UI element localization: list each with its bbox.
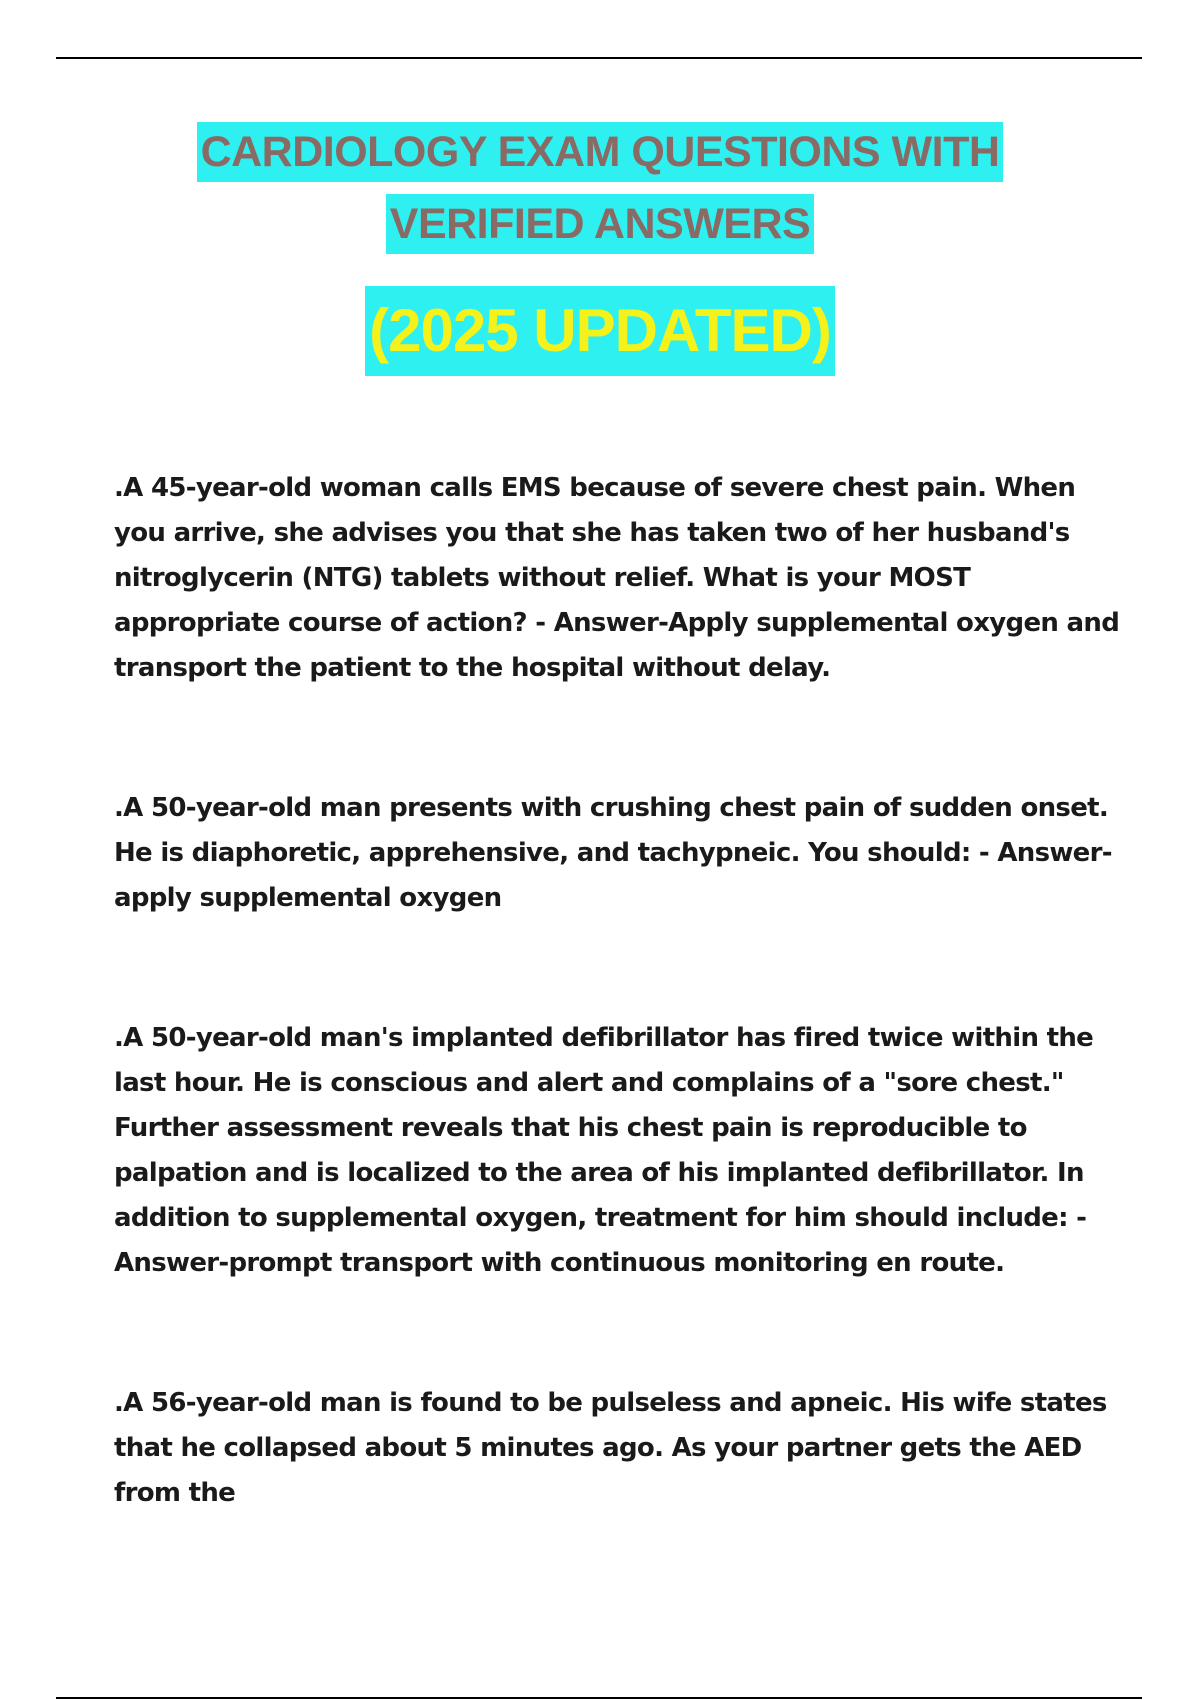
question-item-4: .A 56-year-old man is found to be pulseless and apneic. His wife states that he collapsed about 5 minutes ago. As your partner gets the AED from the (114, 1388, 1107, 1508)
question-list (114, 466, 1124, 1611)
subtitle-text: (2025 UPDATED) (365, 286, 835, 376)
question-item-3: .A 50-year-old man's implanted defibrillator has fired twice within the last hour. He is conscious and alert and complains of a "sore chest." Further assessment reveals that his chest pain is reproducible to palpation and is localized to the area of his implanted defibrillator. In addition to supplemental oxygen, treatment for him should include: - Answer-prompt transport with continuous monitoring en route. (114, 1023, 1094, 1278)
question-item-1: .A 45-year-old woman calls EMS because of severe chest pain. When you arrive, she advises you that she has taken two of her husband's nitroglycerin (NTG) tablets without relief. What is your MOST appropriate course of action? - Answer-Apply supplemental oxygen and transport the patient to the hospital without delay. (114, 473, 1120, 683)
title-line-2 (0, 188, 1200, 260)
bottom-divider (56, 1697, 1142, 1699)
title-text-2: VERIFIED ANSWERS (386, 194, 814, 254)
document-header (0, 116, 1200, 376)
top-divider (56, 57, 1142, 59)
title-text-1: CARDIOLOGY EXAM QUESTIONS WITH (197, 122, 1004, 182)
title-line-1 (0, 116, 1200, 188)
subtitle-line (0, 286, 1200, 376)
question-item-2: .A 50-year-old man presents with crushing chest pain of sudden onset. He is diaphoretic, apprehensive, and tachypneic. You should: - Answer-apply supplemental oxygen (114, 793, 1112, 913)
